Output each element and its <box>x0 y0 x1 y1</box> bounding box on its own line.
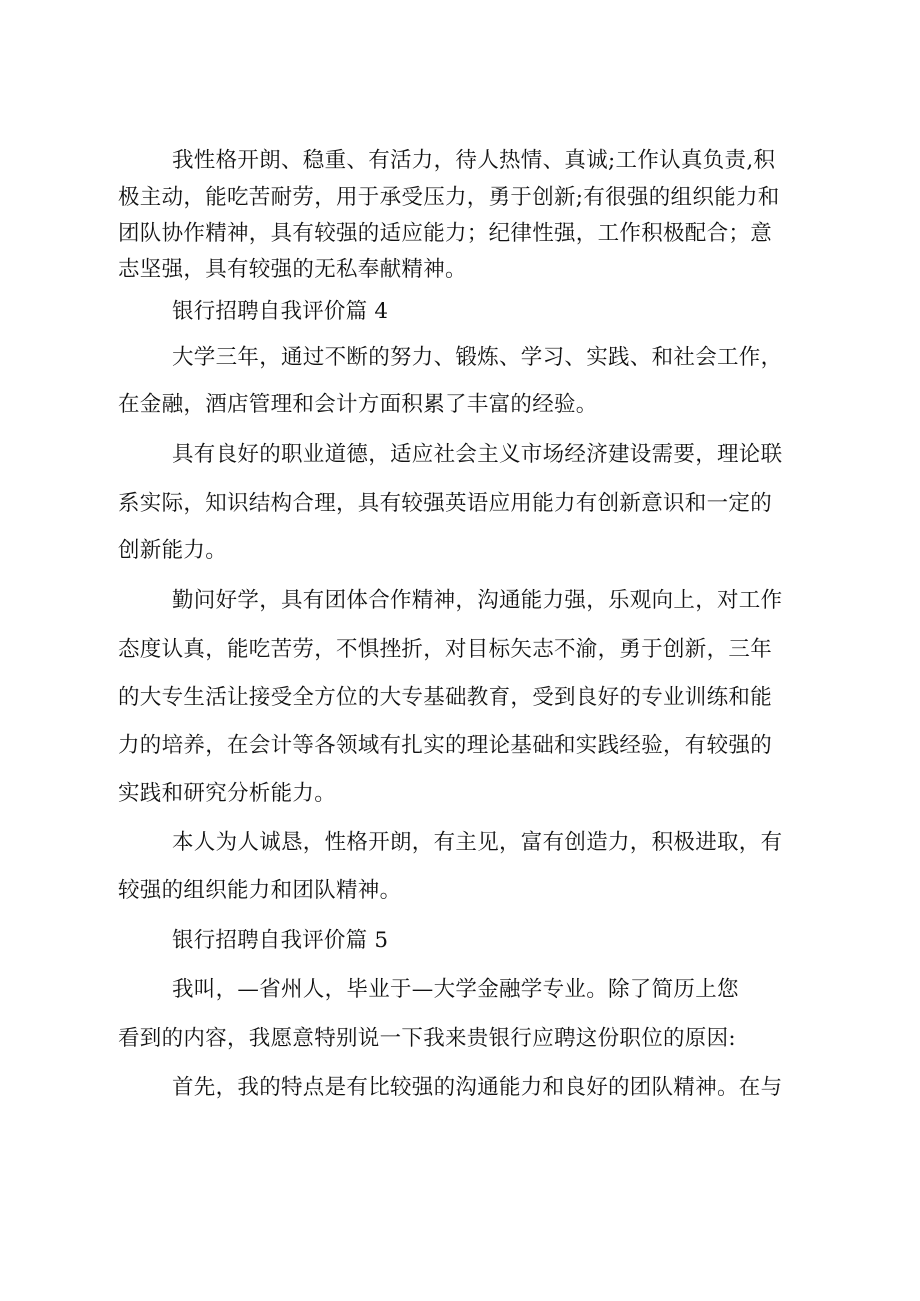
paragraph-line: 看到的内容，我愿意特别说一下我来贵银行应聘这份职位的原因: <box>118 1026 736 1051</box>
paragraph-line: 志坚强，具有较强的无私奉献精神。 <box>118 257 467 282</box>
section-heading-4: 银行招聘自我评价篇 4 <box>172 299 389 324</box>
paragraph-line: 我叫，—省州人，毕业于—大学金融学专业。除了简历上您 <box>172 977 739 1002</box>
section-heading-5: 银行招聘自我评价篇 5 <box>172 928 389 953</box>
paragraph-line: 态度认真，能吃苦劳，不惧挫折，对目标矢志不渝，勇于创新，三年 <box>118 637 773 662</box>
paragraph-line: 较强的组织能力和团队精神。 <box>118 878 402 903</box>
paragraph-line: 首先，我的特点是有比较强的沟通能力和良好的团队精神。在与 <box>172 1075 783 1100</box>
paragraph-line: 本人为人诚恳，性格开朗，有主见，富有创造力，积极进取，有 <box>172 830 783 855</box>
paragraph-line: 实践和研究分析能力。 <box>118 781 337 806</box>
paragraph-line: 创新能力。 <box>118 538 228 563</box>
paragraph-line: 团队协作精神，具有较强的适应能力；纪律性强，工作积极配合；意 <box>118 221 773 246</box>
paragraph-line: 具有良好的职业道德，适应社会主义市场经济建设需要，理论联 <box>172 442 783 467</box>
paragraph-line: 的大专生活让接受全方位的大专基础教育，受到良好的专业训练和能 <box>118 685 773 710</box>
paragraph-line: 大学三年，通过不断的努力、锻炼、学习、实践、和社会工作， <box>172 345 783 370</box>
paragraph-line: 在金融，酒店管理和会计方面积累了丰富的经验。 <box>118 392 598 417</box>
paragraph-line: 极主动，能吃苦耐劳，用于承受压力，勇于创新;有很强的组织能力和 <box>118 185 780 210</box>
paragraph-line: 我性格开朗、稳重、有活力，待人热情、真诚;工作认真负责,积 <box>172 148 776 173</box>
paragraph-line: 勤问好学，具有团体合作精神，沟通能力强，乐观向上，对工作 <box>172 588 783 613</box>
paragraph-line: 系实际，知识结构合理，具有较强英语应用能力有创新意识和一定的 <box>118 491 773 516</box>
paragraph-line: 力的培养，在会计等各领域有扎实的理论基础和实践经验，有较强的 <box>118 733 773 758</box>
